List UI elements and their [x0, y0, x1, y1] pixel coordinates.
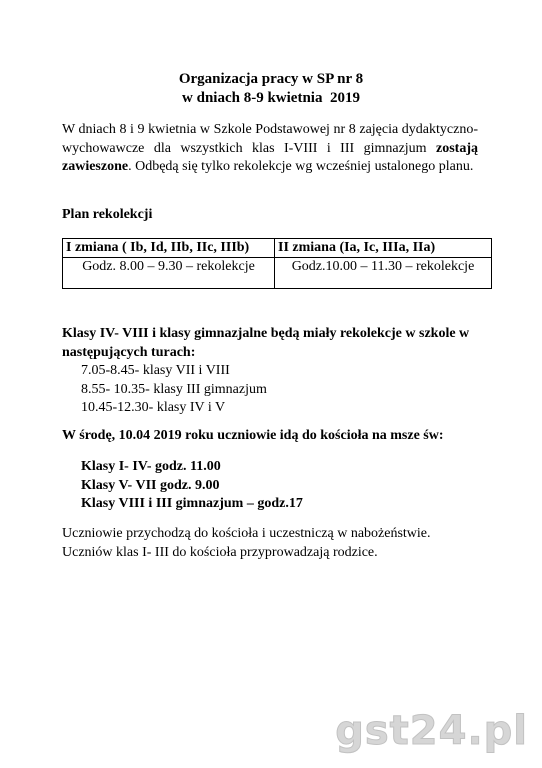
church-list [81, 458, 303, 514]
church-item: Klasy VIII i III gimnazjum – godz.17 [81, 496, 303, 511]
title-line-1: Organizacja pracy w SP nr 8 [178, 71, 364, 87]
plan-header-shift-2: II zmiana (Ia, Ic, IIIa, IIa) [275, 239, 492, 258]
tour-item: 8.55- 10.35- klasy III gimnazjum [81, 381, 267, 397]
church-item: Klasy I- IV- godz. 11.00 [81, 459, 221, 474]
closing-line-1: Uczniowie przychodzą do kościoła i uczestniczą w nabożeństwie. [62, 526, 431, 541]
document-title [0, 70, 542, 108]
intro-bold-text: zostają zawieszone [62, 140, 478, 174]
title-line-2: w dniach 8-9 kwietnia 2019 [182, 90, 360, 106]
plan-cell-shift-1: Godz. 8.00 – 9.30 – rekolekcje [63, 258, 275, 289]
church-heading: W środę, 10.04 2019 roku uczniowie idą do kościoła na msze św: [62, 428, 444, 443]
plan-header-shift-1: I zmiana ( Ib, Id, IIb, IIc, IIIb) [63, 239, 275, 258]
intro-text-after: . Odbędą się tylko rekolekcje wg wcześniej ustalonego planu. [128, 159, 474, 174]
watermark-logo: gst24.pl [335, 708, 528, 754]
church-item: Klasy V- VII godz. 9.00 [81, 477, 220, 493]
intro-text-before: W dniach 8 i 9 kwietnia w Szkole Podstawowej nr 8 zajęcia dydaktyczno-wychowawcze dla wszystkich klas I-VIII i III gimnazjum [62, 122, 478, 156]
intro-paragraph [62, 121, 478, 177]
plan-heading: Plan rekolekcji [62, 207, 153, 222]
closing-line-2: Uczniów klas I- III do kościoła przyprowadzają rodzice. [62, 544, 378, 560]
tours-list [81, 362, 267, 418]
tour-item: 10.45-12.30- klasy IV i V [81, 400, 226, 415]
closing-paragraph [62, 525, 478, 562]
classes-heading: Klasy IV- VIII i klasy gimnazjalne będą miały rekolekcje w szkole w następujących turach: [62, 326, 470, 360]
plan-table [62, 238, 492, 289]
plan-cell-shift-2: Godz.10.00 – 11.30 – rekolekcje [275, 258, 492, 289]
plan-table-header-row [63, 239, 492, 258]
tour-item: 7.05-8.45- klasy VII i VIII [81, 363, 230, 378]
plan-table-row [63, 258, 492, 289]
